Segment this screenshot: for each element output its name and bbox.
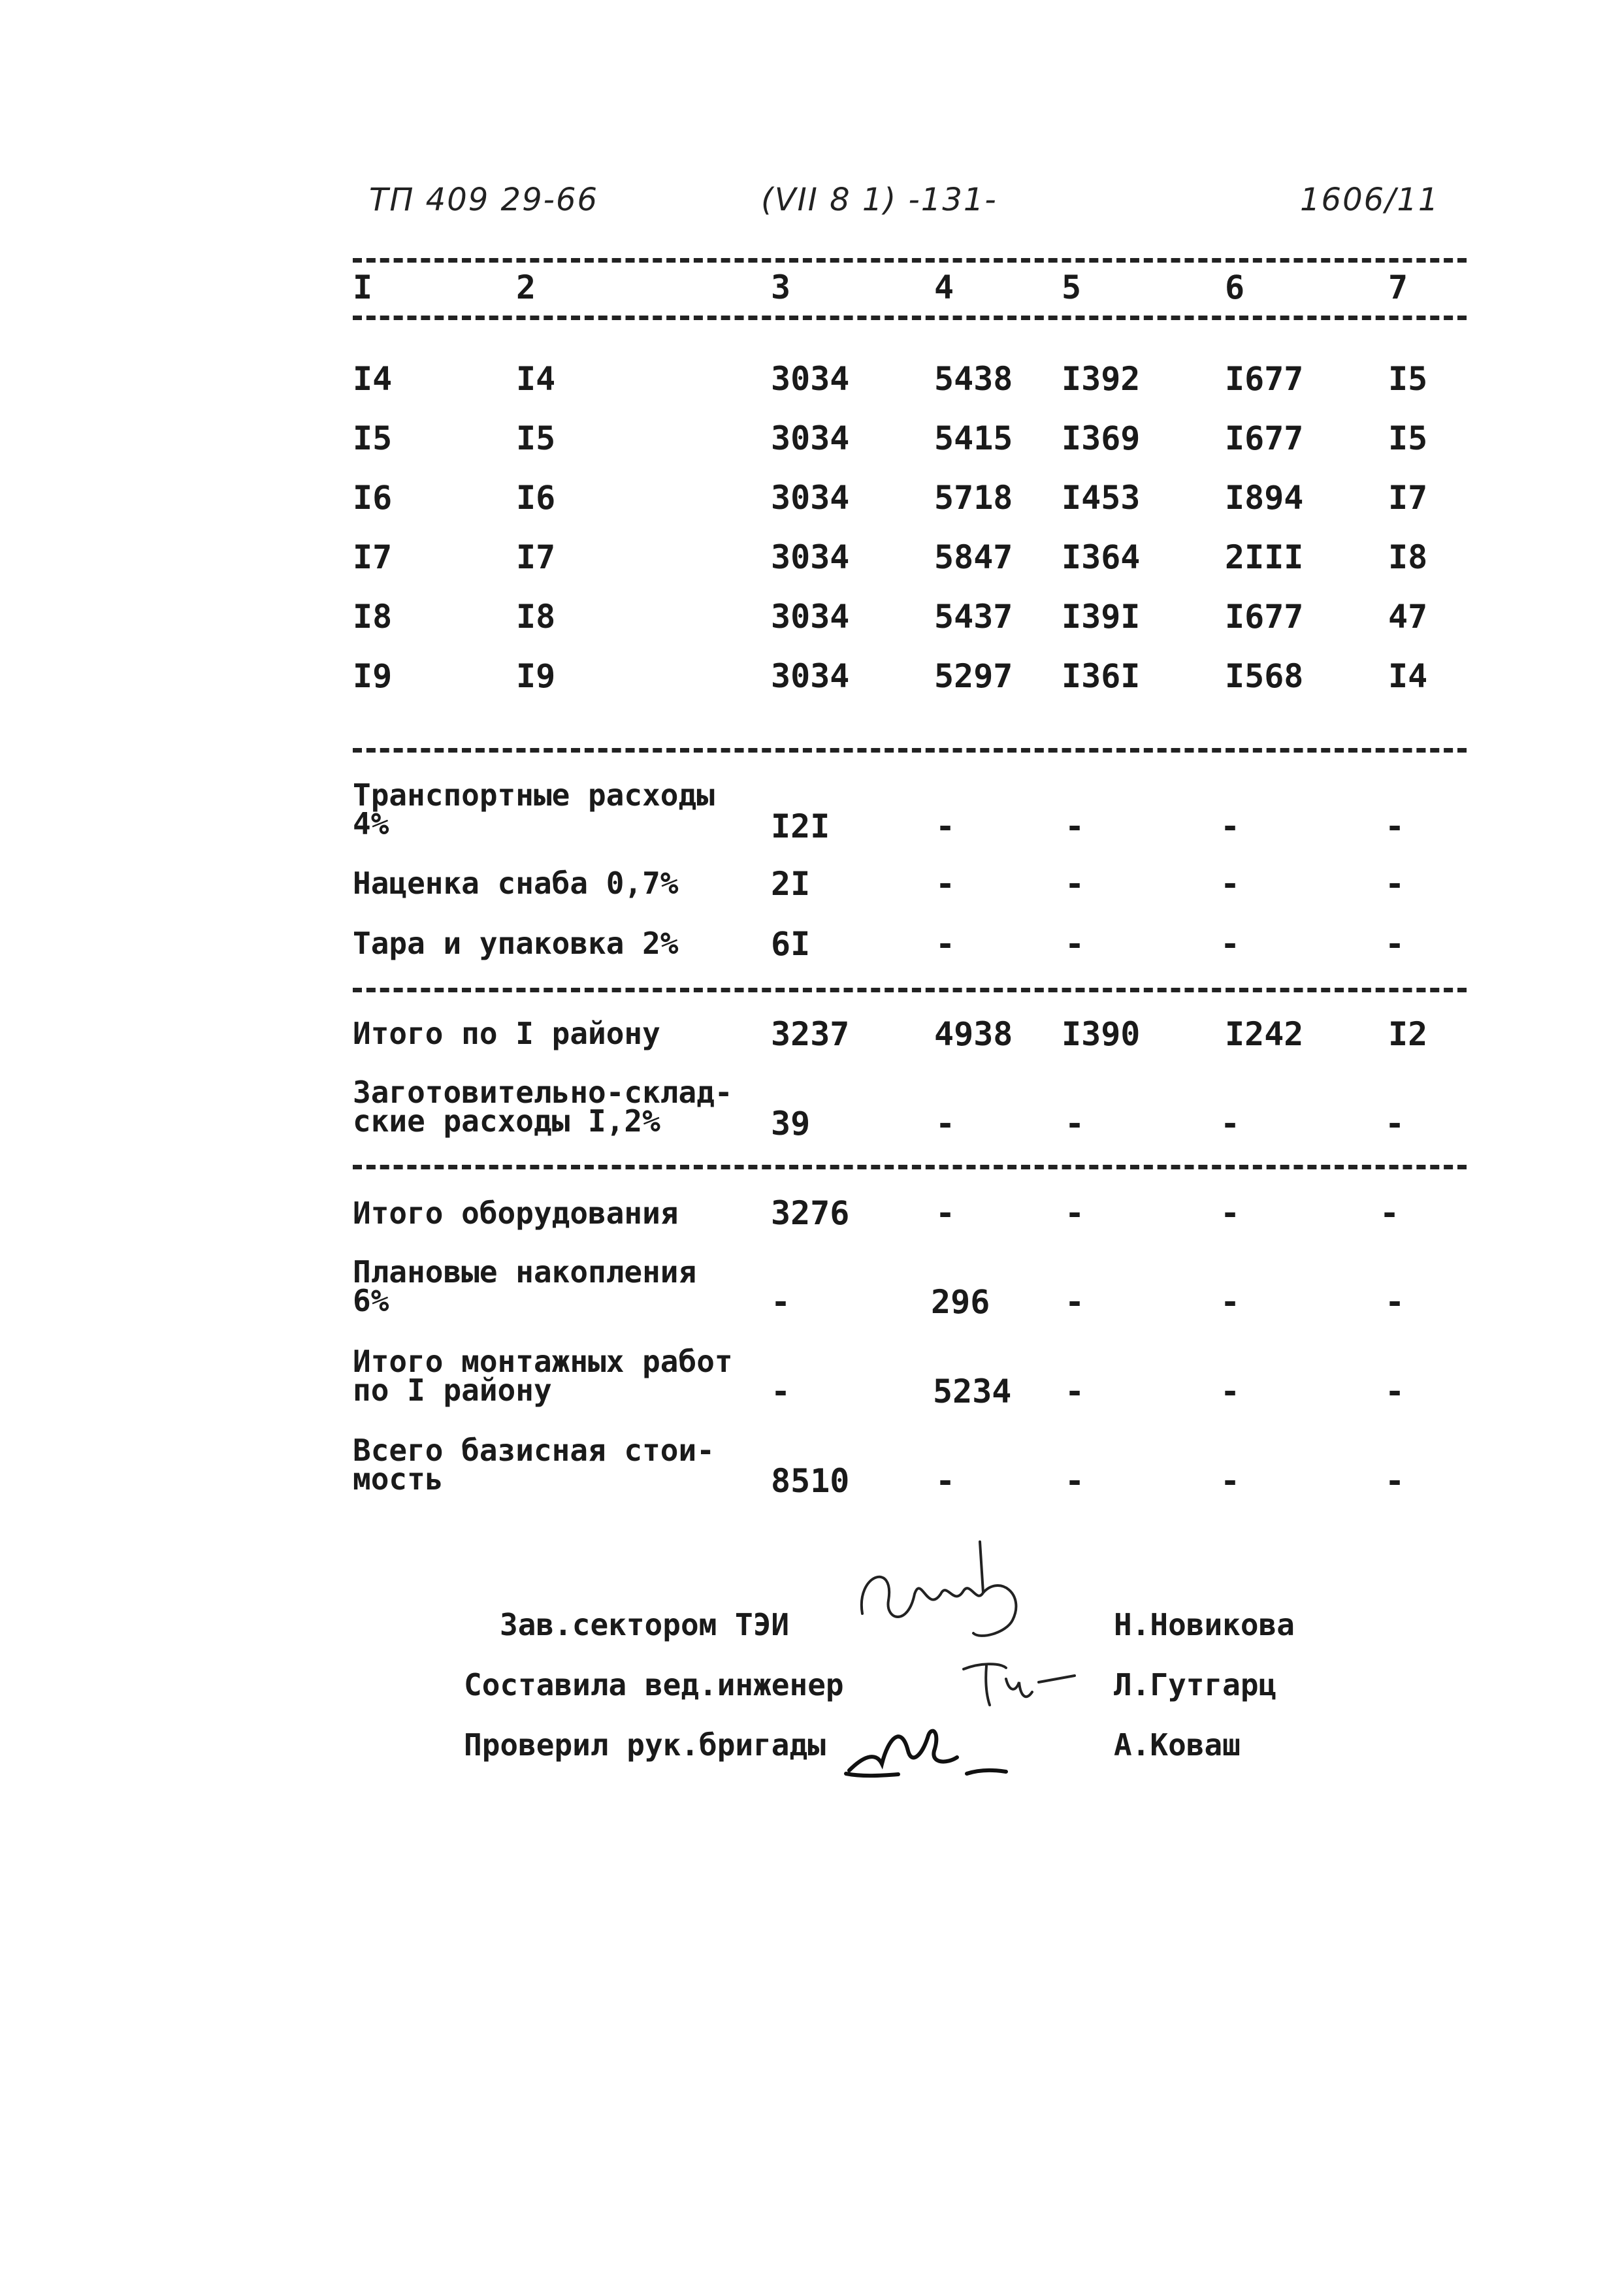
summary-value: - [1220, 1105, 1241, 1143]
summary-label: Наценка снаба 0,7% [353, 866, 679, 901]
table-cell: 3034 [771, 419, 850, 457]
table-cell: I7 [353, 538, 393, 576]
summary-value: - [935, 925, 956, 963]
summary-label: Итого монтажных работ по I району [353, 1344, 733, 1408]
summary-label: Плановые накопления 6% [353, 1254, 697, 1318]
table-cell: I8 [516, 598, 556, 636]
column-header: 2 [516, 268, 536, 306]
signature-name: А.Коваш [1114, 1727, 1241, 1763]
column-header: 7 [1388, 268, 1408, 306]
table-cell: I7 [1388, 479, 1428, 517]
divider [353, 1165, 1467, 1169]
summary-value: - [935, 1462, 956, 1500]
table-cell: I677 [1225, 598, 1304, 636]
summary-label: Заготовительно-склад- ские расходы I,2% [353, 1075, 733, 1139]
divider [353, 988, 1467, 992]
summary-value: - [1385, 925, 1405, 963]
summary-value: - [935, 1105, 956, 1143]
summary-value: I390 [1062, 1015, 1141, 1053]
table-cell: I392 [1062, 360, 1141, 398]
signature-role: Проверил рук.бригады [464, 1727, 826, 1763]
summary-label: Транспортные расходы 4% [353, 777, 715, 841]
signature-role: Составила вед.инженер [464, 1667, 844, 1702]
table-cell: I369 [1062, 419, 1141, 457]
summary-value: - [1380, 1194, 1400, 1232]
column-header: 3 [771, 268, 791, 306]
table-cell: 5438 [934, 360, 1013, 398]
summary-value: 39 [771, 1105, 811, 1143]
summary-value: I2 [1388, 1015, 1428, 1053]
summary-value: 8510 [771, 1462, 850, 1500]
table-cell: I6 [516, 479, 556, 517]
summary-value: 3237 [771, 1015, 850, 1053]
signature-name: Л.Гутгарц [1114, 1667, 1277, 1702]
table-cell: 3034 [771, 598, 850, 636]
table-cell: 3034 [771, 538, 850, 576]
summary-label: Итого по I району [353, 1016, 660, 1051]
table-cell: I9 [516, 657, 556, 695]
summary-value: 296 [931, 1283, 990, 1321]
summary-value: - [1385, 865, 1405, 903]
doc-code: ТП 409 29-66 [369, 182, 599, 218]
summary-value: - [1385, 1462, 1405, 1500]
summary-value: 5234 [933, 1373, 1012, 1410]
table-cell: 3034 [771, 360, 850, 398]
table-cell: 5437 [934, 598, 1013, 636]
table-cell: I568 [1225, 657, 1304, 695]
summary-value: - [1385, 1105, 1405, 1143]
handwritten-signature [849, 1535, 1032, 1653]
summary-value: - [1065, 1105, 1085, 1143]
signature-role: Зав.сектором ТЭИ [500, 1607, 790, 1642]
table-cell: 47 [1388, 598, 1428, 636]
summary-value: - [1065, 1283, 1085, 1321]
table-cell: I8 [353, 598, 393, 636]
page-number: (VII 8 1) -131- [761, 182, 998, 218]
divider [353, 316, 1467, 320]
table-cell: 5415 [934, 419, 1013, 457]
table-cell: 3034 [771, 479, 850, 517]
handwritten-signature [960, 1656, 1078, 1715]
table-cell: I364 [1062, 538, 1141, 576]
summary-value: 6I [771, 925, 811, 963]
table-cell: I39I [1062, 598, 1141, 636]
table-cell: I677 [1225, 419, 1304, 457]
table-cell: I4 [1388, 657, 1428, 695]
table-cell: 3034 [771, 657, 850, 695]
table-cell: I677 [1225, 360, 1304, 398]
summary-value: I242 [1225, 1015, 1304, 1053]
divider [353, 748, 1467, 753]
summary-value: - [1065, 865, 1085, 903]
summary-value: - [1220, 865, 1241, 903]
column-header: 6 [1225, 268, 1245, 306]
summary-value: I2I [771, 807, 830, 845]
summary-value: - [1220, 1462, 1241, 1500]
table-cell: 5718 [934, 479, 1013, 517]
divider [353, 258, 1467, 263]
table-cell: I453 [1062, 479, 1141, 517]
handwritten-signature [843, 1712, 1013, 1783]
summary-value: - [1385, 1373, 1405, 1410]
summary-value: - [935, 865, 956, 903]
summary-value: - [1385, 1283, 1405, 1321]
table-cell: I7 [516, 538, 556, 576]
table-cell: I9 [353, 657, 393, 695]
summary-value: - [1065, 807, 1085, 845]
summary-value: - [1220, 1283, 1241, 1321]
summary-label: Итого оборудования [353, 1195, 679, 1231]
table-cell: I4 [516, 360, 556, 398]
table-cell: 5847 [934, 538, 1013, 576]
summary-value: 3276 [771, 1194, 850, 1232]
summary-label: Тара и упаковка 2% [353, 926, 679, 961]
signature-name: Н.Новикова [1114, 1607, 1295, 1642]
summary-value: - [1220, 1373, 1241, 1410]
summary-value: - [1065, 925, 1085, 963]
summary-value: - [935, 807, 956, 845]
table-cell: I5 [353, 419, 393, 457]
summary-value: 2I [771, 865, 811, 903]
table-cell: I894 [1225, 479, 1304, 517]
summary-value: - [1065, 1194, 1085, 1232]
column-header: 5 [1062, 268, 1082, 306]
summary-value: - [1220, 925, 1241, 963]
table-cell: I5 [1388, 360, 1428, 398]
summary-value: - [771, 1283, 791, 1321]
summary-value: - [1220, 807, 1241, 845]
sheet-code: 1606/11 [1300, 182, 1440, 218]
table-cell: 2III [1225, 538, 1304, 576]
column-header: 4 [934, 268, 954, 306]
summary-value: 4938 [934, 1015, 1013, 1053]
table-cell: 5297 [934, 657, 1013, 695]
summary-label: Всего базисная стои- мость [353, 1433, 715, 1497]
summary-value: - [1065, 1373, 1085, 1410]
table-cell: I6 [353, 479, 393, 517]
summary-value: - [1065, 1462, 1085, 1500]
table-cell: I8 [1388, 538, 1428, 576]
table-cell: I5 [1388, 419, 1428, 457]
table-cell: I5 [516, 419, 556, 457]
summary-value: - [1220, 1194, 1241, 1232]
column-header: I [353, 268, 373, 306]
summary-value: - [771, 1373, 791, 1410]
table-cell: I36I [1062, 657, 1141, 695]
summary-value: - [935, 1194, 956, 1232]
table-cell: I4 [353, 360, 393, 398]
summary-value: - [1385, 807, 1405, 845]
